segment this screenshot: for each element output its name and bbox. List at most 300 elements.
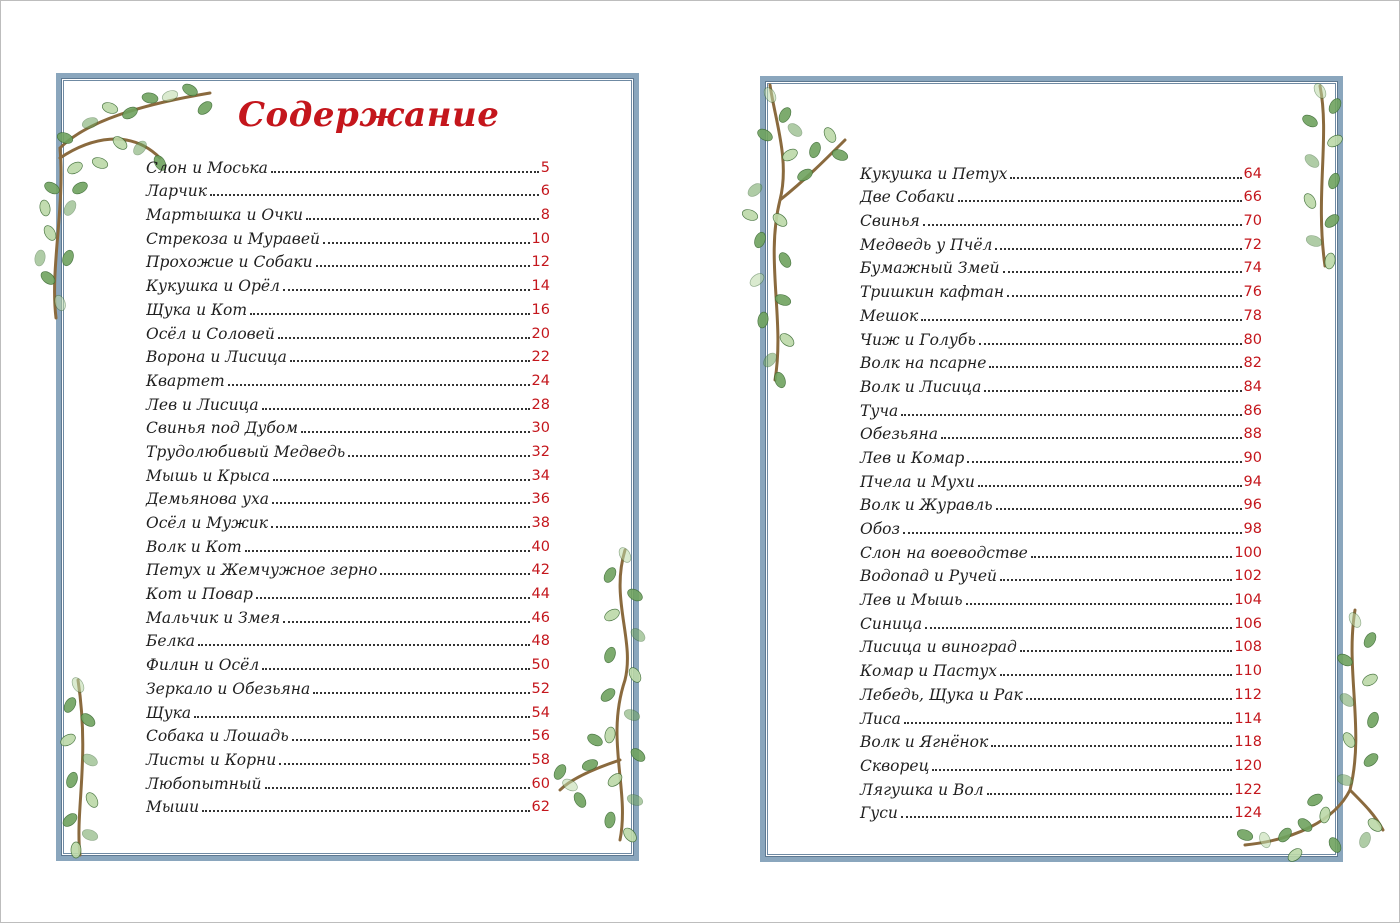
leaf-icon: [71, 180, 90, 197]
dot-leader: [256, 597, 530, 599]
leaf-icon: [1236, 828, 1254, 843]
leaf-icon: [1323, 212, 1342, 230]
toc-entry[interactable]: [860, 609, 1262, 633]
leaf-icon: [1305, 234, 1323, 249]
toc-entry[interactable]: [146, 177, 550, 201]
toc-entry[interactable]: [860, 585, 1262, 609]
entry-title: Лягушка и Вол: [860, 780, 984, 799]
dot-leader: [210, 194, 539, 196]
leaf-icon: [1301, 113, 1320, 130]
page-number: 56: [531, 728, 550, 745]
toc-entry[interactable]: [146, 224, 550, 248]
page-number: 82: [1243, 355, 1262, 372]
leaf-icon: [762, 86, 779, 105]
toc-entry[interactable]: [860, 775, 1262, 799]
page-number: 76: [1243, 284, 1262, 301]
leaf-icon: [121, 105, 140, 122]
toc-entry[interactable]: [146, 366, 550, 390]
dot-leader: [1000, 579, 1232, 581]
dot-leader: [380, 573, 529, 575]
page-number: 90: [1243, 449, 1262, 466]
dot-leader: [987, 793, 1233, 795]
dot-leader: [202, 810, 529, 812]
entry-title: Осёл и Мужик: [146, 514, 268, 532]
page-number: 20: [531, 325, 550, 342]
leaf-icon: [753, 231, 768, 249]
entry-title: Лев и Мышь: [860, 591, 963, 610]
dot-leader: [996, 508, 1242, 510]
leaf-icon: [741, 208, 759, 223]
page-number: 46: [531, 609, 550, 626]
page-number: 28: [531, 396, 550, 413]
dot-leader: [995, 248, 1241, 250]
dot-leader: [271, 526, 530, 528]
dot-leader: [313, 692, 529, 694]
page-number: 8: [540, 207, 550, 224]
branch: [617, 550, 627, 840]
dot-leader: [283, 621, 529, 623]
toc-entry[interactable]: [146, 319, 550, 343]
entry-title: Демьянова уха: [146, 490, 270, 509]
dot-leader: [1020, 650, 1232, 652]
leaf-icon: [1306, 792, 1325, 809]
page-number: 120: [1234, 757, 1262, 774]
toc-entry[interactable]: [146, 461, 550, 485]
vine-left-right-page: [735, 80, 855, 390]
page-number: 58: [531, 751, 550, 768]
entry-title: Стрекоза и Муравей: [146, 229, 320, 248]
page-number: 70: [1243, 213, 1262, 230]
dot-leader: [967, 461, 1241, 463]
toc-entry[interactable]: [860, 325, 1262, 349]
leaf-icon: [748, 271, 767, 289]
entry-title: Белка: [146, 632, 195, 651]
toc-entry[interactable]: [146, 200, 550, 224]
dot-leader: [903, 532, 1242, 534]
leaf-icon: [1326, 133, 1345, 150]
page-number: 106: [1234, 615, 1262, 632]
dot-leader: [1026, 698, 1233, 700]
page-number: 34: [531, 467, 550, 484]
leaf-icon: [141, 92, 158, 105]
page-number: 52: [531, 680, 550, 697]
dot-leader: [984, 390, 1241, 392]
entry-title: Свинья под Дубом: [146, 419, 299, 438]
entry-title: Осёл и Соловей: [146, 324, 275, 343]
page-number: 102: [1234, 568, 1262, 585]
entry-title: Щука: [146, 703, 192, 722]
toc-entry[interactable]: [146, 508, 550, 532]
leaf-icon: [1362, 751, 1381, 769]
leaf-icon: [626, 793, 644, 808]
entry-title: Водопад и Ручей: [860, 567, 997, 586]
leaf-icon: [627, 666, 644, 685]
entry-title: Чиж и Голубь: [860, 330, 976, 349]
toc-entry[interactable]: [146, 603, 550, 627]
dot-leader: [194, 716, 529, 718]
dot-leader: [198, 644, 530, 646]
leaf-icon: [604, 726, 617, 743]
leaf-icon: [71, 842, 81, 858]
toc-entry[interactable]: [860, 491, 1262, 515]
toc-entry[interactable]: [146, 627, 550, 651]
entry-title: Филин и Осёл: [146, 656, 260, 675]
leaf-icon: [42, 224, 59, 243]
leaf-icon: [70, 676, 87, 695]
leaf-icon: [81, 828, 99, 843]
toc-entry[interactable]: [860, 514, 1262, 538]
entry-title: Лебедь, Щука и Рак: [860, 685, 1023, 704]
page-number: 44: [531, 586, 550, 603]
toc-entry[interactable]: [860, 728, 1262, 752]
leaf-icon: [586, 732, 605, 749]
leaf-icon: [1358, 831, 1373, 849]
toc-entry[interactable]: [860, 254, 1262, 278]
leaf-icon: [61, 811, 80, 829]
vine-bottom-right-left-page: [550, 540, 650, 850]
leaf-icon: [756, 127, 775, 144]
dot-leader: [271, 171, 539, 173]
toc-entry[interactable]: [146, 295, 550, 319]
leaf-icon: [603, 607, 622, 624]
page-number: 60: [531, 775, 550, 792]
leaf-icon: [572, 791, 589, 810]
page-number: 96: [1243, 497, 1262, 514]
page-number: 112: [1234, 686, 1262, 703]
toc-entry[interactable]: [146, 698, 550, 722]
entry-title: Обоз: [860, 520, 900, 538]
toc-entry[interactable]: [860, 206, 1262, 230]
toc-title: Содержание: [238, 95, 500, 135]
toc-entry[interactable]: [860, 538, 1262, 562]
toc-entry[interactable]: [146, 485, 550, 509]
dot-leader: [932, 769, 1232, 771]
dot-leader: [925, 627, 1232, 629]
toc-entry[interactable]: [146, 437, 550, 461]
entry-title: Кукушка и Орёл: [146, 277, 280, 296]
leaf-icon: [796, 167, 815, 184]
page-number: 84: [1243, 378, 1262, 395]
leaf-icon: [39, 199, 52, 216]
dot-leader: [323, 242, 530, 244]
entry-title: Мыши: [146, 798, 200, 817]
entry-title: Прохожие и Собаки: [146, 253, 313, 272]
leaf-icon: [808, 141, 823, 159]
entry-title: Волк и Ягнёнок: [860, 733, 989, 752]
dot-leader: [901, 414, 1241, 416]
toc-entry[interactable]: [860, 467, 1262, 491]
leaf-icon: [56, 131, 74, 146]
toc-entry[interactable]: [860, 633, 1262, 657]
page-number: 5: [540, 159, 550, 176]
leaf-icon: [1286, 846, 1305, 864]
toc-entry[interactable]: [860, 799, 1262, 823]
entry-title: Медведь у Пчёл: [860, 235, 993, 254]
leaf-icon: [786, 121, 805, 139]
page-number: 24: [531, 372, 550, 389]
page-number: 14: [531, 278, 550, 295]
entry-title: Скворец: [860, 756, 930, 775]
toc-entry[interactable]: [146, 722, 550, 746]
leaf-icon: [746, 181, 765, 199]
branch: [1320, 86, 1325, 266]
leaf-icon: [59, 732, 78, 749]
toc-entry[interactable]: [146, 769, 550, 793]
entry-title: Две Собаки: [860, 188, 955, 207]
leaf-icon: [1258, 831, 1273, 849]
toc-list-left: [146, 153, 550, 816]
entry-title: Волк и Кот: [146, 537, 242, 556]
toc-entry[interactable]: [860, 656, 1262, 680]
entry-title: Щука и Кот: [146, 300, 248, 319]
dot-leader: [991, 745, 1232, 747]
toc-entry[interactable]: [146, 390, 550, 414]
entry-title: Мышь и Крыса: [146, 466, 270, 485]
dot-leader: [301, 431, 530, 433]
entry-title: Слон и Моська: [146, 158, 268, 177]
dot-leader: [1007, 295, 1241, 297]
leaf-icon: [604, 811, 617, 828]
dot-leader: [348, 455, 529, 457]
leaf-icon: [822, 126, 839, 145]
page-number: 110: [1234, 663, 1262, 680]
toc-entry[interactable]: [146, 674, 550, 698]
dot-leader: [921, 319, 1241, 321]
page-number: 36: [531, 491, 550, 508]
page-number: 48: [531, 633, 550, 650]
leaf-icon: [777, 251, 794, 270]
page-number: 98: [1243, 521, 1262, 537]
toc-entry[interactable]: [860, 230, 1262, 254]
vine-top-right: [1290, 76, 1350, 276]
leaf-icon: [621, 826, 639, 845]
leaf-icon: [757, 311, 770, 328]
entry-title: Зеркало и Обезьяна: [146, 679, 311, 698]
page-number: 64: [1243, 165, 1262, 182]
dot-leader: [279, 763, 529, 765]
dot-leader: [278, 337, 530, 339]
entry-title: Волк и Журавль: [860, 496, 993, 515]
toc-entry[interactable]: [146, 650, 550, 674]
leaf-icon: [91, 156, 109, 171]
page-number: 6: [540, 183, 550, 200]
entry-title: Комар и Пастух: [860, 662, 998, 681]
entry-title: Лисица и виноград: [860, 638, 1017, 657]
leaf-icon: [617, 546, 634, 565]
page-number: 12: [531, 254, 550, 271]
toc-entry[interactable]: [146, 579, 550, 603]
entry-title: Трудолюбивый Медведь: [146, 442, 346, 461]
page-number: 122: [1234, 781, 1262, 798]
page-number: 124: [1234, 805, 1262, 822]
page-number: 72: [1243, 236, 1262, 253]
leaf-icon: [62, 696, 79, 715]
entry-title: Тришкин кафтан: [860, 283, 1005, 302]
toc-entry[interactable]: [146, 745, 550, 769]
toc-entry[interactable]: [860, 277, 1262, 301]
leaf-icon: [629, 746, 648, 764]
leaf-icon: [626, 587, 645, 604]
page-number: 10: [531, 230, 550, 247]
toc-entry[interactable]: [146, 153, 550, 177]
entry-title: Туча: [860, 401, 899, 420]
page-number: 16: [531, 301, 550, 318]
entry-title: Кукушка и Петух: [860, 164, 1008, 183]
entry-title: Волк на псарне: [860, 354, 987, 373]
entry-title: Мартышка и Очки: [146, 206, 303, 225]
dot-leader: [265, 787, 530, 789]
leaf-icon: [43, 180, 62, 197]
leaf-icon: [1302, 192, 1319, 211]
entry-title: Бумажный Змей: [860, 259, 1000, 278]
leaf-icon: [771, 211, 790, 229]
page-number: 22: [531, 349, 550, 366]
dot-leader: [292, 739, 530, 741]
leaf-icon: [1312, 82, 1329, 101]
dot-leader: [228, 384, 530, 386]
dot-leader: [904, 722, 1232, 724]
entry-title: Любопытный: [146, 774, 262, 793]
toc-list-right: [860, 159, 1262, 822]
page-number: 78: [1243, 307, 1262, 324]
toc-entry[interactable]: [860, 420, 1262, 444]
toc-entry[interactable]: [860, 349, 1262, 373]
page-number: 32: [531, 443, 550, 460]
leaf-icon: [101, 101, 119, 116]
toc-entry[interactable]: [146, 556, 550, 580]
entry-title: Ларчик: [146, 182, 207, 201]
dot-leader: [966, 603, 1233, 605]
page-number: 118: [1234, 734, 1262, 751]
entry-title: Листы и Корни: [146, 750, 277, 769]
leaf-icon: [1366, 711, 1381, 729]
dot-leader: [989, 366, 1241, 368]
toc-entry[interactable]: [146, 414, 550, 438]
dot-leader: [272, 502, 530, 504]
dot-leader: [958, 200, 1242, 202]
dot-leader: [1031, 556, 1232, 558]
page-number: 74: [1243, 260, 1262, 277]
toc-entry[interactable]: [146, 532, 550, 556]
dot-leader: [979, 343, 1242, 345]
page-number: 108: [1234, 639, 1262, 656]
dot-leader: [273, 479, 530, 481]
page-number: 86: [1243, 402, 1262, 419]
entry-title: Лиса: [860, 709, 901, 728]
dot-leader: [283, 289, 530, 291]
dot-leader: [941, 437, 1242, 439]
leaf-icon: [552, 763, 569, 782]
toc-entry[interactable]: [146, 343, 550, 367]
dot-leader: [978, 485, 1242, 487]
dot-leader: [316, 265, 530, 267]
page-number: 66: [1243, 189, 1262, 206]
toc-entry[interactable]: [860, 751, 1262, 775]
dot-leader: [262, 668, 529, 670]
leaf-icon: [777, 106, 794, 125]
toc-entry[interactable]: [860, 680, 1262, 704]
leaf-icon: [629, 626, 648, 644]
dot-leader: [1010, 177, 1241, 179]
leaf-icon: [778, 331, 797, 349]
toc-entry[interactable]: [860, 183, 1262, 207]
leaf-icon: [1361, 672, 1380, 689]
dot-leader: [923, 224, 1242, 226]
entry-title: Мальчик и Змея: [146, 608, 281, 627]
leaf-icon: [623, 708, 641, 723]
entry-title: Пчела и Мухи: [860, 472, 975, 491]
page-number: 114: [1234, 710, 1262, 727]
entry-title: Обезьяна: [860, 425, 938, 444]
entry-title: Лев и Комар: [860, 448, 965, 467]
dot-leader: [1000, 674, 1232, 676]
entry-title: Синица: [860, 614, 923, 633]
dot-leader: [901, 816, 1232, 818]
leaf-icon: [602, 566, 619, 585]
leaf-icon: [111, 134, 130, 152]
leaf-icon: [81, 116, 99, 131]
page-number: 30: [531, 420, 550, 437]
dot-leader: [262, 408, 530, 410]
leaf-icon: [599, 686, 618, 704]
leaf-icon: [34, 249, 47, 266]
entry-title: Собака и Лошадь: [146, 727, 289, 746]
toc-entry[interactable]: [860, 562, 1262, 586]
leaf-icon: [84, 791, 101, 810]
toc-entry[interactable]: [860, 396, 1262, 420]
toc-entry[interactable]: [860, 301, 1262, 325]
toc-entry[interactable]: [860, 704, 1262, 728]
vine-bottom-left: [50, 660, 110, 860]
page-number: 42: [531, 562, 550, 579]
leaf-icon: [1347, 611, 1364, 630]
entry-title: Слон на воеводстве: [860, 543, 1028, 562]
toc-entry[interactable]: [860, 159, 1262, 183]
toc-entry[interactable]: [860, 443, 1262, 467]
leaf-icon: [196, 99, 215, 117]
page-number: 62: [531, 799, 550, 816]
page-number: 38: [531, 515, 550, 531]
dot-leader: [245, 550, 530, 552]
toc-entry[interactable]: [146, 271, 550, 295]
leaf-icon: [66, 160, 85, 177]
page-number: 94: [1243, 473, 1262, 490]
entry-title: Мешок: [860, 306, 919, 325]
page-number: 104: [1234, 592, 1262, 609]
entry-title: Свинья: [860, 212, 920, 231]
branch: [78, 680, 83, 855]
page-number: 50: [531, 657, 550, 674]
entry-title: Кот и Повар: [146, 585, 253, 604]
entry-title: Волк и Лисица: [860, 377, 982, 396]
leaf-icon: [1327, 97, 1344, 116]
page-number: 54: [531, 704, 550, 721]
leaf-icon: [61, 249, 76, 267]
leaf-icon: [1327, 836, 1344, 855]
toc-entry[interactable]: [146, 793, 550, 817]
toc-entry[interactable]: [146, 248, 550, 272]
dot-leader: [1003, 271, 1242, 273]
entry-title: Петух и Жемчужное зерно: [146, 561, 378, 580]
page-number: 80: [1243, 331, 1262, 348]
toc-entry[interactable]: [860, 372, 1262, 396]
dot-leader: [250, 313, 530, 315]
entry-title: Лев и Лисица: [146, 395, 259, 414]
leaf-icon: [65, 771, 80, 789]
leaf-icon: [62, 199, 79, 218]
leaf-icon: [1327, 172, 1342, 190]
entry-title: Ворона и Лисица: [146, 348, 287, 367]
